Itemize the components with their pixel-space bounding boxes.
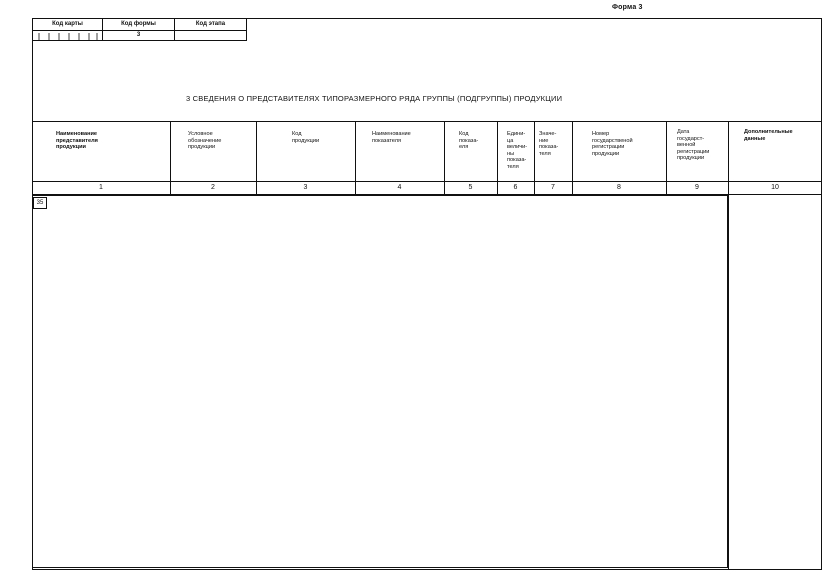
col-number-4: 4	[397, 184, 402, 191]
col-number-7: 7	[551, 184, 555, 191]
tick-marks	[33, 31, 102, 40]
col-header-4: Наименование показателя	[372, 131, 411, 144]
data-entry-area[interactable]	[32, 195, 728, 568]
card-code-field[interactable]	[33, 31, 103, 41]
stage-code-header: Код этапа	[175, 19, 247, 31]
col-header-10: Дополнительные данные	[744, 129, 793, 142]
col-number-9: 9	[695, 184, 699, 191]
form-label: Форма 3	[612, 4, 643, 11]
form-code-value[interactable]: 3	[103, 31, 175, 41]
form-code-header: Код формы	[103, 19, 175, 31]
header-top-line	[32, 121, 822, 122]
col-number-5: 5	[468, 184, 473, 191]
col-header-2: Условное обозначение продукции	[188, 131, 222, 151]
col-header-8: Номер государственой регистрации продукции	[592, 131, 633, 157]
col-header-6: Едини- ца величи- ны показа- теля	[507, 131, 528, 170]
col-number-10: 10	[771, 184, 779, 191]
col-number-2: 2	[211, 184, 215, 191]
col-number-1: 1	[99, 184, 103, 191]
col-header-1: Наименование представителя продукции	[56, 131, 98, 151]
col-header-3: Код продукции	[292, 131, 320, 144]
col-number-8: 8	[617, 184, 621, 191]
card-code-header: Код карты	[33, 19, 103, 31]
col-header-5: Код показа- еля	[459, 131, 479, 151]
section-title: 3 СВЕДЕНИЯ О ПРЕДСТАВИТЕЛЯХ ТИПОРАЗМЕРНОГО РЯДА ГРУППЫ (ПОДГРУППЫ) ПРОДУКЦИИ	[186, 94, 563, 103]
stage-code-field[interactable]	[175, 31, 247, 41]
col-number-6: 6	[513, 184, 518, 191]
col-number-3: 3	[303, 184, 308, 191]
row-tag: 35	[33, 197, 47, 209]
col-header-7: Значе- ние показа- теля	[539, 131, 559, 157]
col-header-9: Дата государст- венной регистрации продукции	[677, 129, 710, 162]
codes-table	[32, 18, 247, 41]
